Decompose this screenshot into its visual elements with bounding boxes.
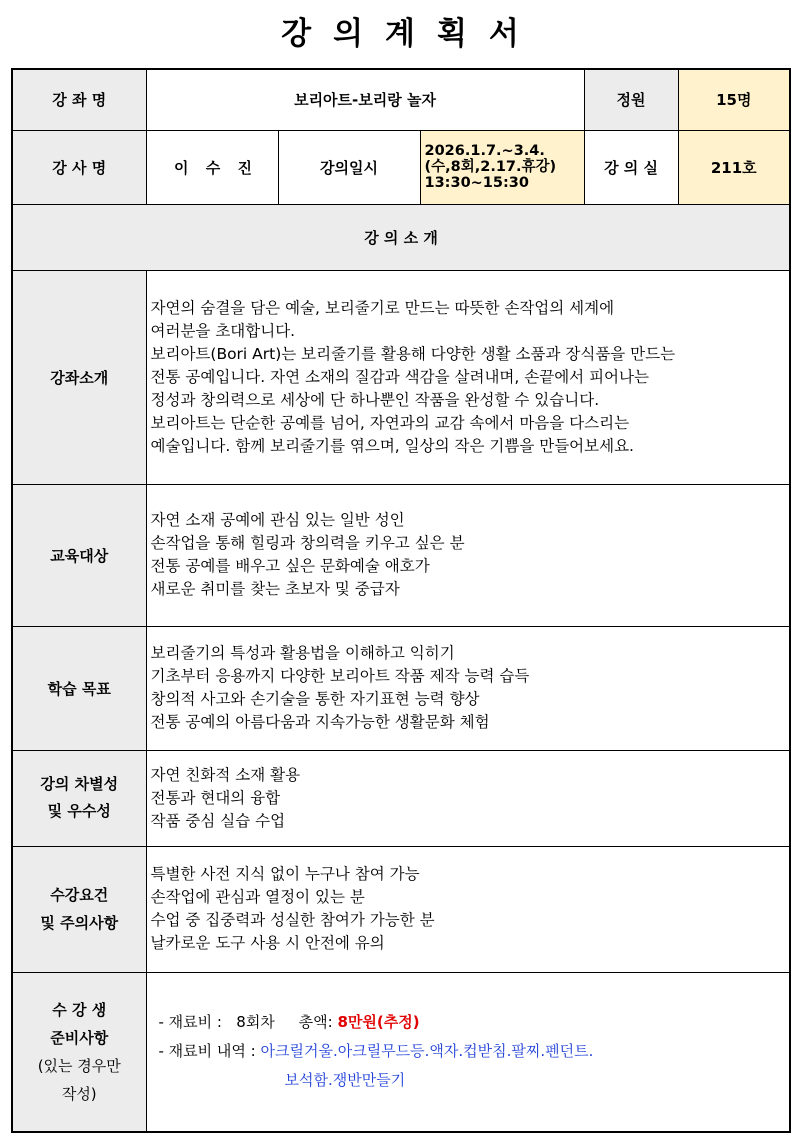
course-name: 보리아트-보리랑 놀자 <box>146 69 584 130</box>
content-line: 보리줄기의 특성과 활용법을 이해하고 익히기 <box>150 644 455 662</box>
content-line: 여러분을 초대합니다. <box>150 321 296 340</box>
section-label <box>12 846 146 972</box>
content-line: 날카로운 도구 사용 시 안전에 유의 <box>150 934 385 952</box>
instructor-name: 이 수 진 <box>146 130 278 204</box>
prep-label-note: 작성) <box>61 1084 97 1103</box>
section-content <box>146 846 790 972</box>
fee-total: 8만원(추정) <box>337 1013 420 1032</box>
section-title-row <box>12 204 790 270</box>
section-label-line: 강의 차별성 <box>40 775 119 793</box>
course-row <box>12 69 790 130</box>
content-line: 수업 중 집중력과 성실한 참여가 가능한 분 <box>150 911 435 929</box>
lecture-plan-table <box>11 68 791 1133</box>
section-row <box>12 846 790 972</box>
prep-label-note: (있는 경우만 <box>37 1056 121 1075</box>
content-line: 전통 공예의 아름다움과 지속가능한 생활문화 체험 <box>150 713 490 731</box>
fee-detail-items: 아크릴거울.아크릴무드등.액자.컵받침.팔찌.펜던트. <box>260 1042 594 1061</box>
fee-detail-items-cont: 보석함.쟁반만들기 <box>284 1071 406 1090</box>
section-label-line: 교육대상 <box>50 546 109 565</box>
content-line: 전통과 현대의 융합 <box>150 788 281 807</box>
section-label <box>12 484 146 626</box>
section-content <box>146 270 790 484</box>
section-label-line: 및 우수성 <box>47 802 111 820</box>
content-line: 전통 공예입니다. 자연 소재의 질감과 색감을 살려내며, 손끝에서 피어나는 <box>150 367 649 386</box>
section-label-line: 강좌소개 <box>50 368 109 387</box>
section-label <box>12 626 146 750</box>
prep-label-line: 준비사항 <box>50 1028 109 1047</box>
room-label: 강 의 실 <box>584 130 678 204</box>
section-label-line: 학습 목표 <box>47 679 111 698</box>
schedule-line: (수,8회,2.17.휴강) <box>424 159 557 175</box>
content-line: 자연 친화적 소재 활용 <box>150 765 301 784</box>
content-line: 새로운 취미를 찾는 초보자 및 중급자 <box>150 580 400 598</box>
section-title: 강 의 소 개 <box>12 204 790 270</box>
capacity-label: 정원 <box>584 69 678 130</box>
instructor-row <box>12 130 790 204</box>
prep-label-line: 수 강 생 <box>52 1000 107 1019</box>
content-line: 자연의 숨결을 담은 예술, 보리줄기로 만드는 따뜻한 손작업의 세계에 <box>150 298 615 317</box>
content-line: 정성과 창의력으로 세상에 단 하나뿐인 작품을 완성할 수 있습니다. <box>150 390 600 409</box>
section-content <box>146 750 790 846</box>
content-line: 손작업에 관심과 열정이 있는 분 <box>150 888 365 906</box>
section-row <box>12 484 790 626</box>
fee-line <box>159 1008 790 1037</box>
prep-label <box>12 972 146 1132</box>
schedule-line: 13:30~15:30 <box>424 175 529 191</box>
capacity-value: 15명 <box>678 69 790 130</box>
fee-detail-line <box>159 1037 790 1066</box>
content-line: 보리아트(Bori Art)는 보리줄기를 활용해 다양한 생활 소품과 장식품을 만드는 <box>150 344 676 363</box>
section-content <box>146 626 790 750</box>
content-line: 예술입니다. 함께 보리줄기를 엮으며, 일상의 작은 기쁨을 만들어보세요. <box>150 436 634 455</box>
content-line: 전통 공예를 배우고 싶은 문화예술 애호가 <box>150 557 430 575</box>
schedule-line: 2026.1.7.~3.4. <box>424 143 545 159</box>
section-label-line: 및 주의사항 <box>40 914 119 932</box>
room-value: 211호 <box>678 130 790 204</box>
page-title: 강의계획서 <box>281 16 541 52</box>
prep-row <box>12 972 790 1132</box>
section-row <box>12 626 790 750</box>
content-line: 작품 중심 실습 수업 <box>150 811 286 830</box>
section-row <box>12 750 790 846</box>
content-line: 자연 소재 공예에 관심 있는 일반 성인 <box>150 511 405 529</box>
content-line: 기초부터 응용까지 다양한 보리아트 작품 제작 능력 습득 <box>150 667 530 685</box>
content-line: 창의적 사고와 손기술을 통한 자기표현 능력 향상 <box>150 690 480 708</box>
section-label-line: 수강요건 <box>50 886 109 904</box>
section-label <box>12 270 146 484</box>
section-content <box>146 484 790 626</box>
content-line: 특별한 사전 지식 없이 누구나 참여 가능 <box>150 865 420 883</box>
prep-content <box>146 972 790 1132</box>
content-line: 보리아트는 단순한 공예를 넘어, 자연과의 교감 속에서 마음을 다스리는 <box>150 413 630 432</box>
course-name-label: 강 좌 명 <box>12 69 146 130</box>
schedule-label: 강의일시 <box>278 130 420 204</box>
fee-prefix: - 재료비 : 8회차 총액: <box>158 1013 338 1032</box>
section-row <box>12 270 790 484</box>
instructor-label: 강 사 명 <box>12 130 146 204</box>
section-label <box>12 750 146 846</box>
content-line: 손작업을 통해 힐링과 창의력을 키우고 싶은 분 <box>150 534 465 552</box>
schedule-value <box>420 130 584 204</box>
fee-detail-prefix: - 재료비 내역 : <box>158 1042 261 1061</box>
